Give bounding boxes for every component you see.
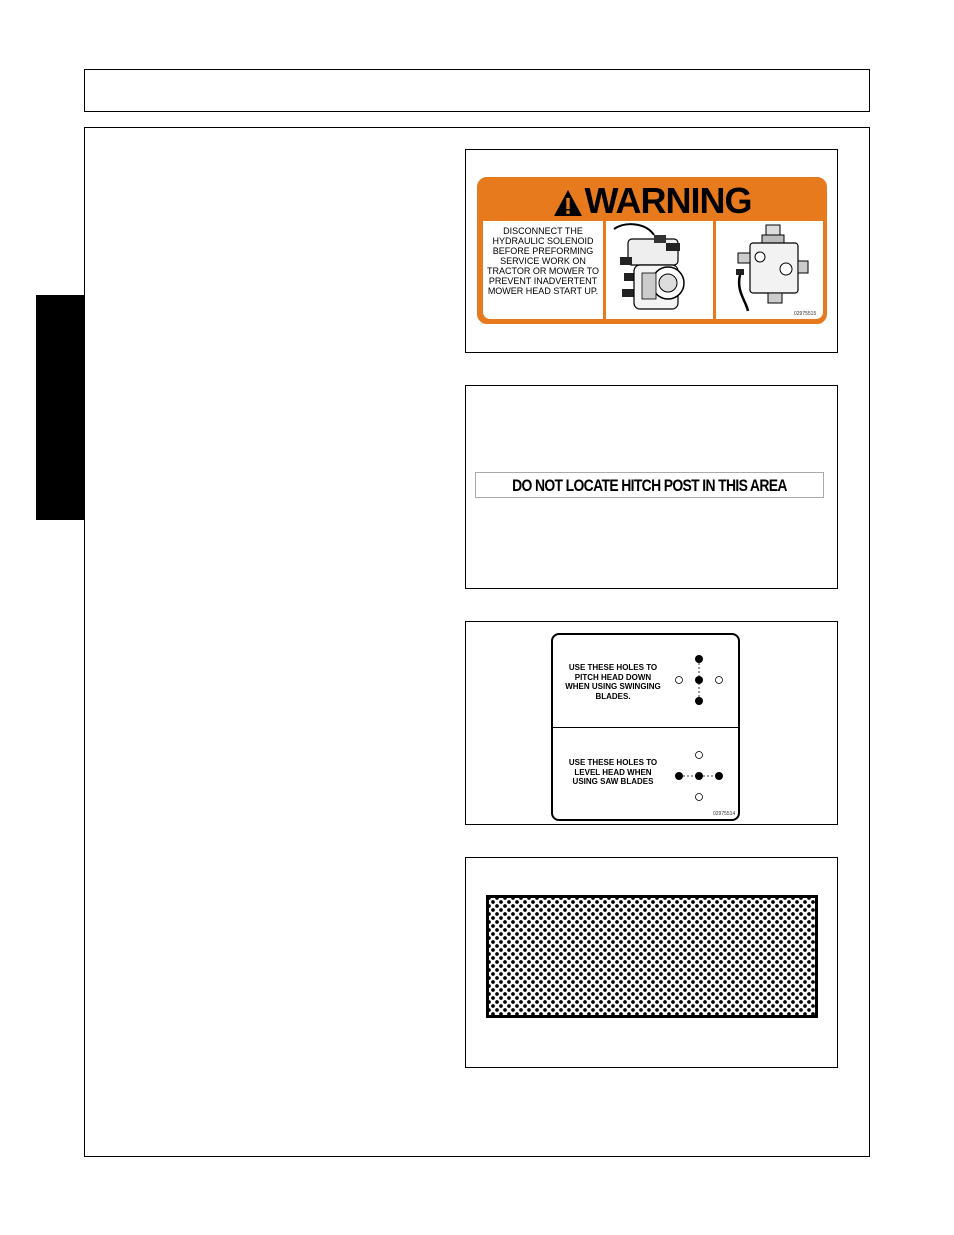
warning-message-panel — [483, 221, 603, 319]
level-holes-diagram — [671, 747, 727, 807]
warning-part-number: 02975515 — [794, 311, 817, 317]
warning-title-text: WARNING — [584, 180, 752, 221]
holes-decal-figure — [465, 621, 838, 825]
hitch-decal — [475, 472, 824, 498]
page-header-frame — [84, 69, 870, 112]
holes-part-number: 02975514 — [713, 811, 736, 817]
warning-triangle-icon — [553, 189, 583, 217]
section-side-tab — [36, 295, 85, 520]
perforated-reflector-decal — [486, 895, 818, 1018]
warning-message: DISCONNECT THE HYDRAULIC SOLENOID BEFORE PREFORMING SERVICE WORK ON TRACTOR OR MOWER TO PREVENT INADVERTENT MOWER HEAD START UP. — [486, 226, 599, 296]
perforated-decal-figure — [465, 857, 838, 1068]
valve-illustration-panel — [716, 221, 823, 319]
hitch-decal-text: DO NOT LOCATE HITCH POST IN THIS AREA — [512, 476, 787, 495]
solenoid-disconnect-illustration — [606, 221, 713, 319]
warning-decal — [477, 177, 827, 324]
swinging-blades-text: USE THESE HOLES TO PITCH HEAD DOWN WHEN USING SWINGING BLADES. — [565, 663, 661, 701]
saw-blades-text: USE THESE HOLES TO LEVEL HEAD WHEN USING SAW BLADES — [568, 758, 658, 786]
holes-decal — [551, 633, 740, 821]
valve-illustration — [716, 221, 823, 319]
pitch-holes-diagram — [671, 651, 727, 711]
warning-title — [479, 181, 825, 221]
solenoid-illustration-panel — [606, 221, 713, 319]
warning-decal-figure — [465, 149, 838, 353]
holes-decal-divider — [553, 727, 738, 728]
hitch-decal-figure — [465, 385, 838, 589]
